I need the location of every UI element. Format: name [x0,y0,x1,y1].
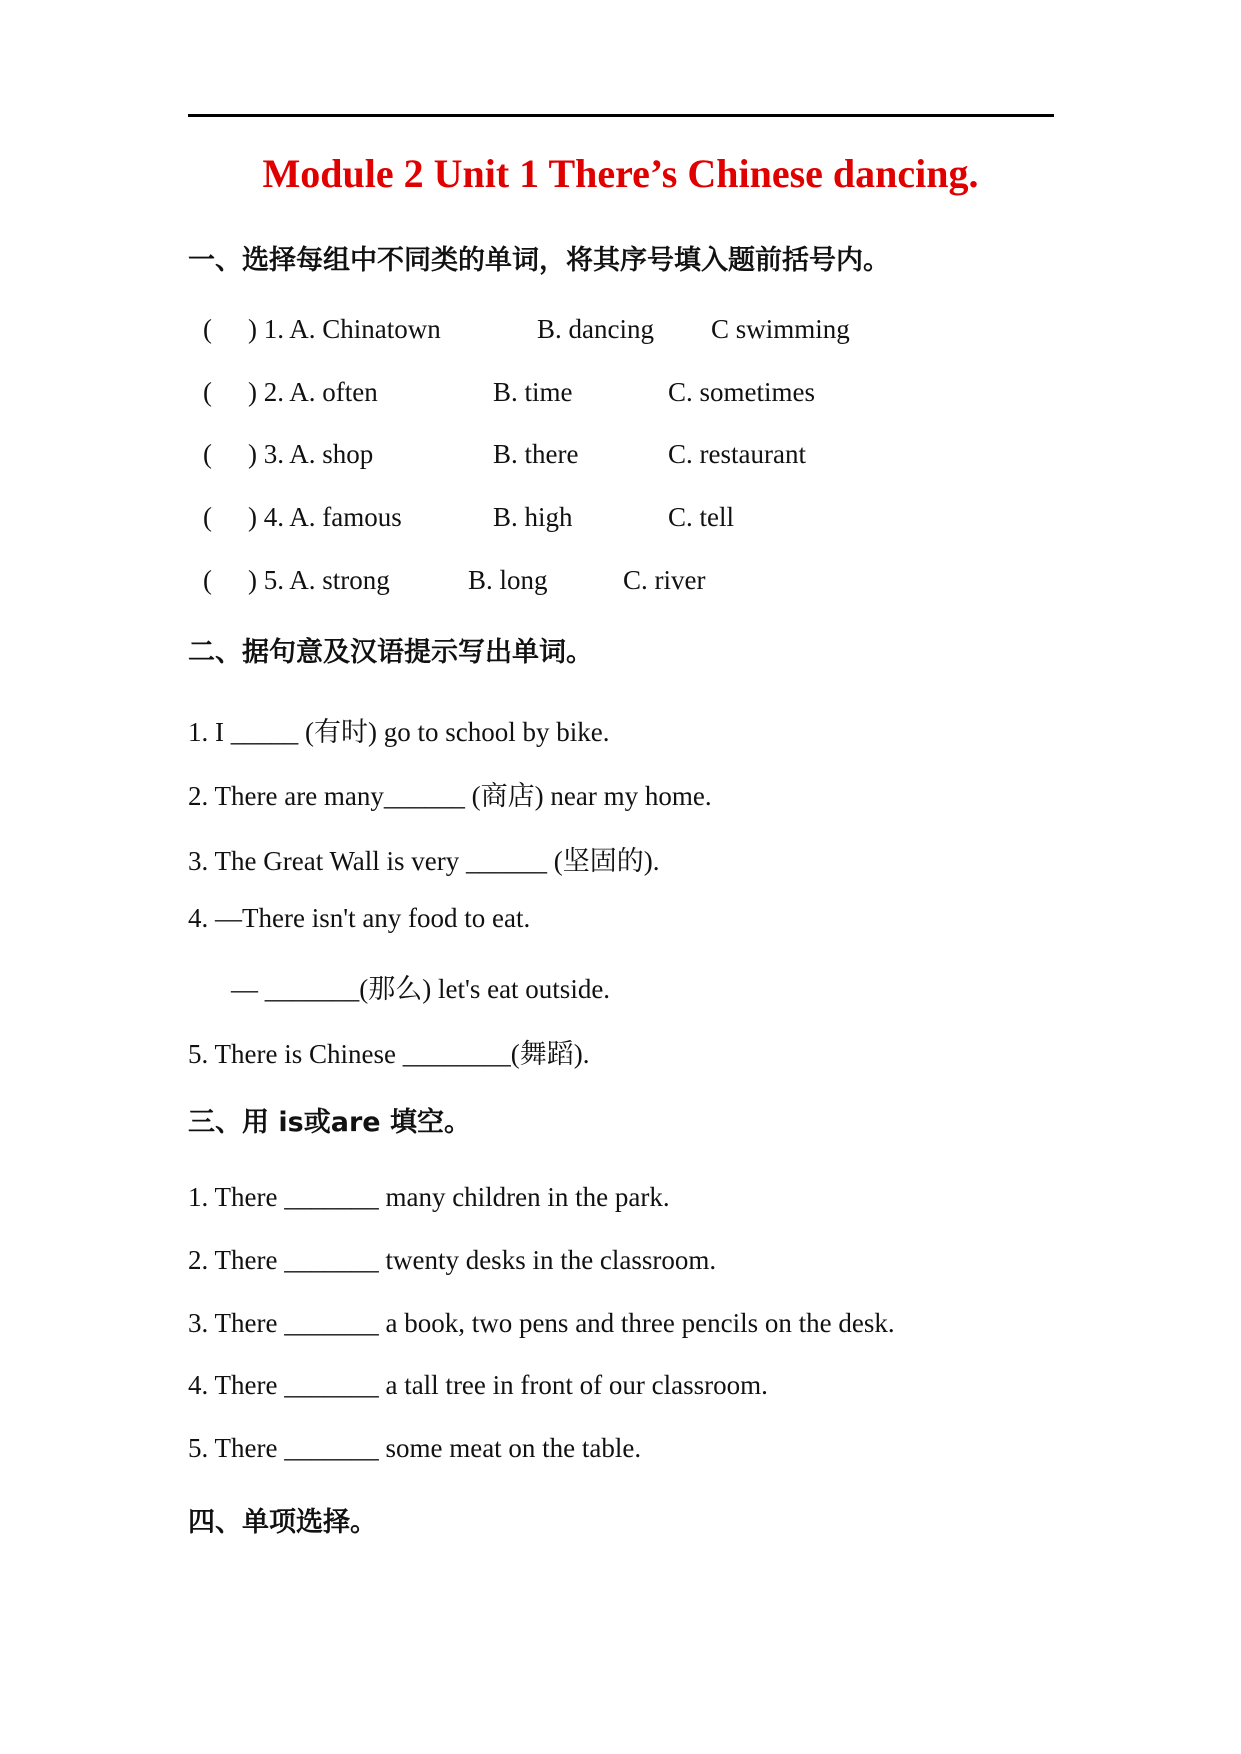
item-option-a: ) 1. A. Chinatown [248,314,441,344]
choice-item-3 [0,439,1241,473]
blank-item-3: 3. There _______ a book, two pens and three pencils on the desk. [188,1308,895,1338]
header-rule [188,114,1054,117]
answer-paren: ( [203,314,212,344]
item-option-a: ) 5. A. strong [248,565,390,595]
item-option-c: C. sometimes [668,377,815,407]
answer-paren: ( [203,377,212,407]
section-2-heading: 二、据句意及汉语提示写出单词。 [188,637,593,668]
answer-paren: ( [203,502,212,532]
item-option-b: B. long [468,565,548,595]
choice-item-1 [0,314,1241,348]
page-title: Module 2 Unit 1 There’s Chinese dancing. [262,151,979,196]
section-3-heading: 三、用 is或are 填空。 [188,1107,471,1138]
blank-item-1: 1. There _______ many children in the park. [188,1182,670,1212]
item-option-c: C. restaurant [668,439,806,469]
item-option-c: C swimming [711,314,850,344]
answer-paren: ( [203,565,212,595]
blank-item-2: 2. There _______ twenty desks in the classroom. [188,1245,717,1275]
item-option-b: B. dancing [537,314,654,344]
fill-item-5: 5. There is Chinese ________(舞蹈). [188,1039,590,1069]
item-option-b: B. there [493,439,579,469]
section-4-heading: 四、单项选择。 [188,1507,377,1538]
item-option-a: ) 4. A. famous [248,502,402,532]
fill-item-3: 3. The Great Wall is very ______ (坚固的). [188,846,660,876]
blank-item-5: 5. There _______ some meat on the table. [188,1433,642,1463]
item-option-a: ) 3. A. shop [248,439,374,469]
fill-item-1: 1. I _____ (有时) go to school by bike. [188,717,610,747]
item-option-b: B. time [493,377,573,407]
item-option-c: C. tell [668,502,734,532]
fill-item-2: 2. There are many______ (商店) near my home. [188,781,712,811]
section-1-heading: 一、选择每组中不同类的单词，将其序号填入题前括号内。 [188,245,890,276]
choice-item-2 [0,377,1241,411]
item-option-b: B. high [493,502,573,532]
item-option-a: ) 2. A. often [248,377,378,407]
blank-item-4: 4. There _______ a tall tree in front of our classroom. [188,1370,768,1400]
choice-item-4 [0,502,1241,536]
fill-item-4-reply: — _______(那么) let's eat outside. [231,974,611,1004]
item-option-c: C. river [623,565,706,595]
choice-item-5 [0,565,1241,599]
answer-paren: ( [203,439,212,469]
fill-item-4: 4. —There isn't any food to eat. [188,903,531,933]
